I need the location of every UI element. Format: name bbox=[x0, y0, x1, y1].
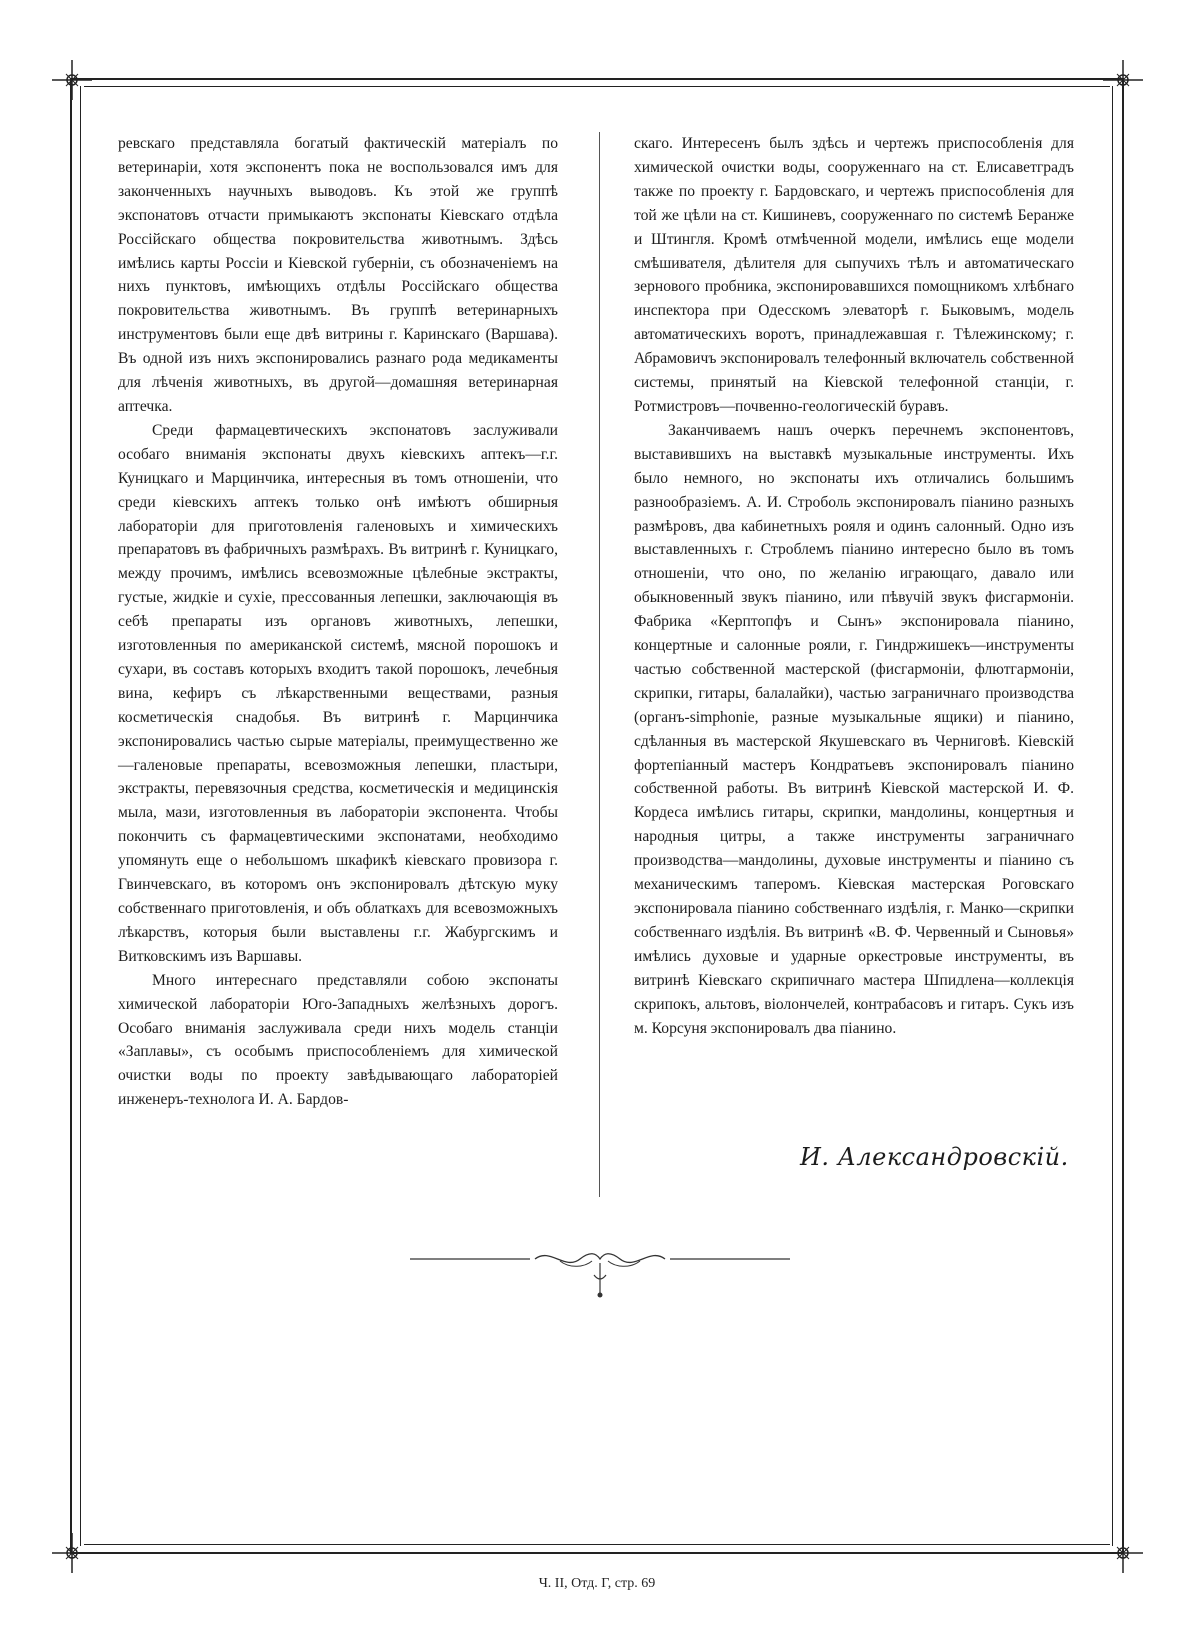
text-column-left bbox=[118, 132, 558, 1112]
paragraph: Среди фармацевтическихъ экспонатовъ заслуживали особаго вниманія экспонаты двухъ кіевскихъ аптекъ—г.г. Куницкаго и Марцинчика, интересныя въ томъ отношеніи, что среди кіевскихъ аптекъ только онѣ имѣютъ обширныя лабораторіи для приготовленія галеновыхъ и химическихъ препаратовъ въ фабричныхъ размѣрахъ. Въ витринѣ г. Куницкаго, между прочимъ, имѣлись всевозможные цѣлебные экстракты, густые, жидкіе и сухіе, прессованныя лепешки, заключающія въ себѣ препараты изъ органовъ животныхъ, лепешки, изготовленныя по американской системѣ, мясной порошокъ и сухари, въ составъ которыхъ входитъ такой порошокъ, лечебныя вина, кефиръ съ лѣкарственными веществами, разныя косметическія снадобья. Въ витринѣ г. Марцинчика экспонировались частью сырые матеріалы, преимущественно же—галеновые препараты, всевозможныя лепешки, пластыри, экстракты, перевязочныя средства, косметическія и медицинскія мыла, мази, изготовленныя въ лабораторіи экспонента. Чтобы покончить съ фармацевтическими экспонатами, необходимо упомянуть еще о небольшомъ шкафикѣ кіевскаго провизора г. Гвинчевскаго, въ которомъ онъ экспонировалъ дѣтскую муку собственнаго приготовленія, и объ облаткахъ для всевозможныхъ лѣкарствъ, которыя были выставлены г.г. Жабургскимъ и Витковскимъ изъ Варшавы. bbox=[118, 421, 558, 965]
frame-left-line bbox=[70, 78, 72, 1554]
corner-ornament-top-right bbox=[1101, 58, 1145, 102]
corner-ornament-top-left bbox=[50, 58, 94, 102]
corner-ornament-bottom-right bbox=[1101, 1531, 1145, 1575]
page-reference: Ч. II, Отд. Г, стр. 69 bbox=[538, 1576, 656, 1591]
text-column-right bbox=[634, 132, 1074, 1040]
corner-ornament-bottom-left bbox=[50, 1531, 94, 1575]
paragraph: ревскаго представляла богатый фактическій матеріалъ по ветеринаріи, хотя экспонентъ пока не воспользовался имъ для законченныхъ научныхъ выводовъ. Къ этой же группѣ экспонатовъ отчасти примыкаютъ экспонаты Кіевскаго отдѣла Россійскаго общества покровительства животнымъ. Здѣсь имѣлись карты Россіи и Кіевской губерніи, съ обозначеніемъ на нихъ пунктовъ, имѣющихъ отдѣлы Россійскаго общества покровительства животнымъ. Въ группѣ ветеринарныхъ инструментовъ были еще двѣ витрины г. Каринскаго (Варшава). Въ одной изъ нихъ экспонировались разнаго рода медикаменты для лѣченія животныхъ, въ другой—домашняя ветеринарная аптечка. bbox=[118, 135, 558, 415]
frame-left-inner-line bbox=[80, 86, 81, 1546]
frame-top-inner-line bbox=[84, 86, 1110, 87]
frame-bottom-inner-line bbox=[84, 1544, 1110, 1545]
paragraph: скаго. Интересенъ былъ здѣсь и чертежъ приспособленія для химической очистки воды, сооруженнаго на ст. Елисаветградъ также по проекту г. Бардовскаго, и чертежъ приспособленія для той же цѣли на ст. Кишиневъ, сооруженнаго по системѣ Беранже и Штингля. Кромѣ отмѣченной модели, имѣлись еще модели смѣшивателя, дѣлителя для сыпучихъ тѣлъ и автоматическаго зернового пробника, экспонировавшихся помощникомъ хлѣбнаго инспектора при Одесскомъ элеваторѣ г. Быковымъ, модель автоматическихъ воротъ, принадлежавшая г. Тѣлежинскому; г. Абрамовичъ экспонировалъ телефонный включатель собственной системы, принятый на Кіевской телефонной станціи, г. Ротмистровъ—почвенно-геологическій буравъ. bbox=[634, 135, 1074, 415]
paragraph: Много интереснаго представляли собою экспонаты химической лабораторіи Юго-Западныхъ желѣзныхъ дорогъ. Особаго вниманія заслуживала среди нихъ модель станціи «Заплавы», съ особымъ приспособленіемъ для химической очистки воды по проекту завѣдывающаго лабораторіей инженеръ-технолога И. А. Бардов- bbox=[118, 971, 558, 1109]
frame-bottom-line bbox=[70, 1552, 1124, 1554]
decorative-ornament bbox=[410, 1245, 790, 1305]
paragraph: Заканчиваемъ нашъ очеркъ перечнемъ экспонентовъ, выставившихъ на выставкѣ музыкальные инструменты. Ихъ было немного, но экспонаты ихъ отличались большимъ разнообразіемъ. А. И. Строболь экспонировалъ піанино разныхъ размѣровъ, два кабинетныхъ рояля и одинъ салонный. Одно изъ выставленныхъ г. Строблемъ піанино интересно было въ томъ отношеніи, что оно, по желанію играющаго, давало или обыкновенный звукъ піанино, или пѣвучій звукъ фисгармоніи. Фабрика «Керптопфъ и Сынъ» экспонировала піанино, концертные и салонные рояли, г. Гиндржишекъ—инструменты частью собственной мастерской (фисгармоніи, флютгармоніи, скрипки, гитары, балалайки), частью заграничнаго производства (органъ-simphonie, разные музыкальные ящики) и піанино, сдѣланныя въ мастерской Якушевскаго въ Черниговѣ. Кіевскій фортепіанный мастеръ Кондратьевъ экспонировалъ піанино собственной работы. Въ витринѣ Кіевской мастерской И. Ф. Кордеса имѣлись гитары, скрипки, мандолины, концертныя и народныя цитры, а также инструменты заграничнаго производства—мандолины, духовые инструменты и піанино съ механическимъ таперомъ. Кіевская мастерская Роговскаго экспонировала піанино собственнаго издѣлія, г. Манко—скрипки собственнаго издѣлія. Въ витринѣ «В. Ф. Червенный и Сыновья» имѣлись духовые и ударные оркестровые инструменты, въ витринѣ Кіевскаго скрипичнаго мастера Шпидлена—коллекція скрипокъ, альтовъ, віолончелей, контрабасовъ и гитаръ. Сукъ изъ м. Корсуня экспонировалъ два піанино. bbox=[634, 421, 1074, 1037]
frame-right-line bbox=[1122, 78, 1124, 1554]
frame-right-inner-line bbox=[1112, 86, 1113, 1546]
frame-top-line bbox=[70, 78, 1124, 80]
column-divider bbox=[599, 132, 600, 1197]
author-signature: И. Александровскій. bbox=[800, 1143, 1069, 1171]
